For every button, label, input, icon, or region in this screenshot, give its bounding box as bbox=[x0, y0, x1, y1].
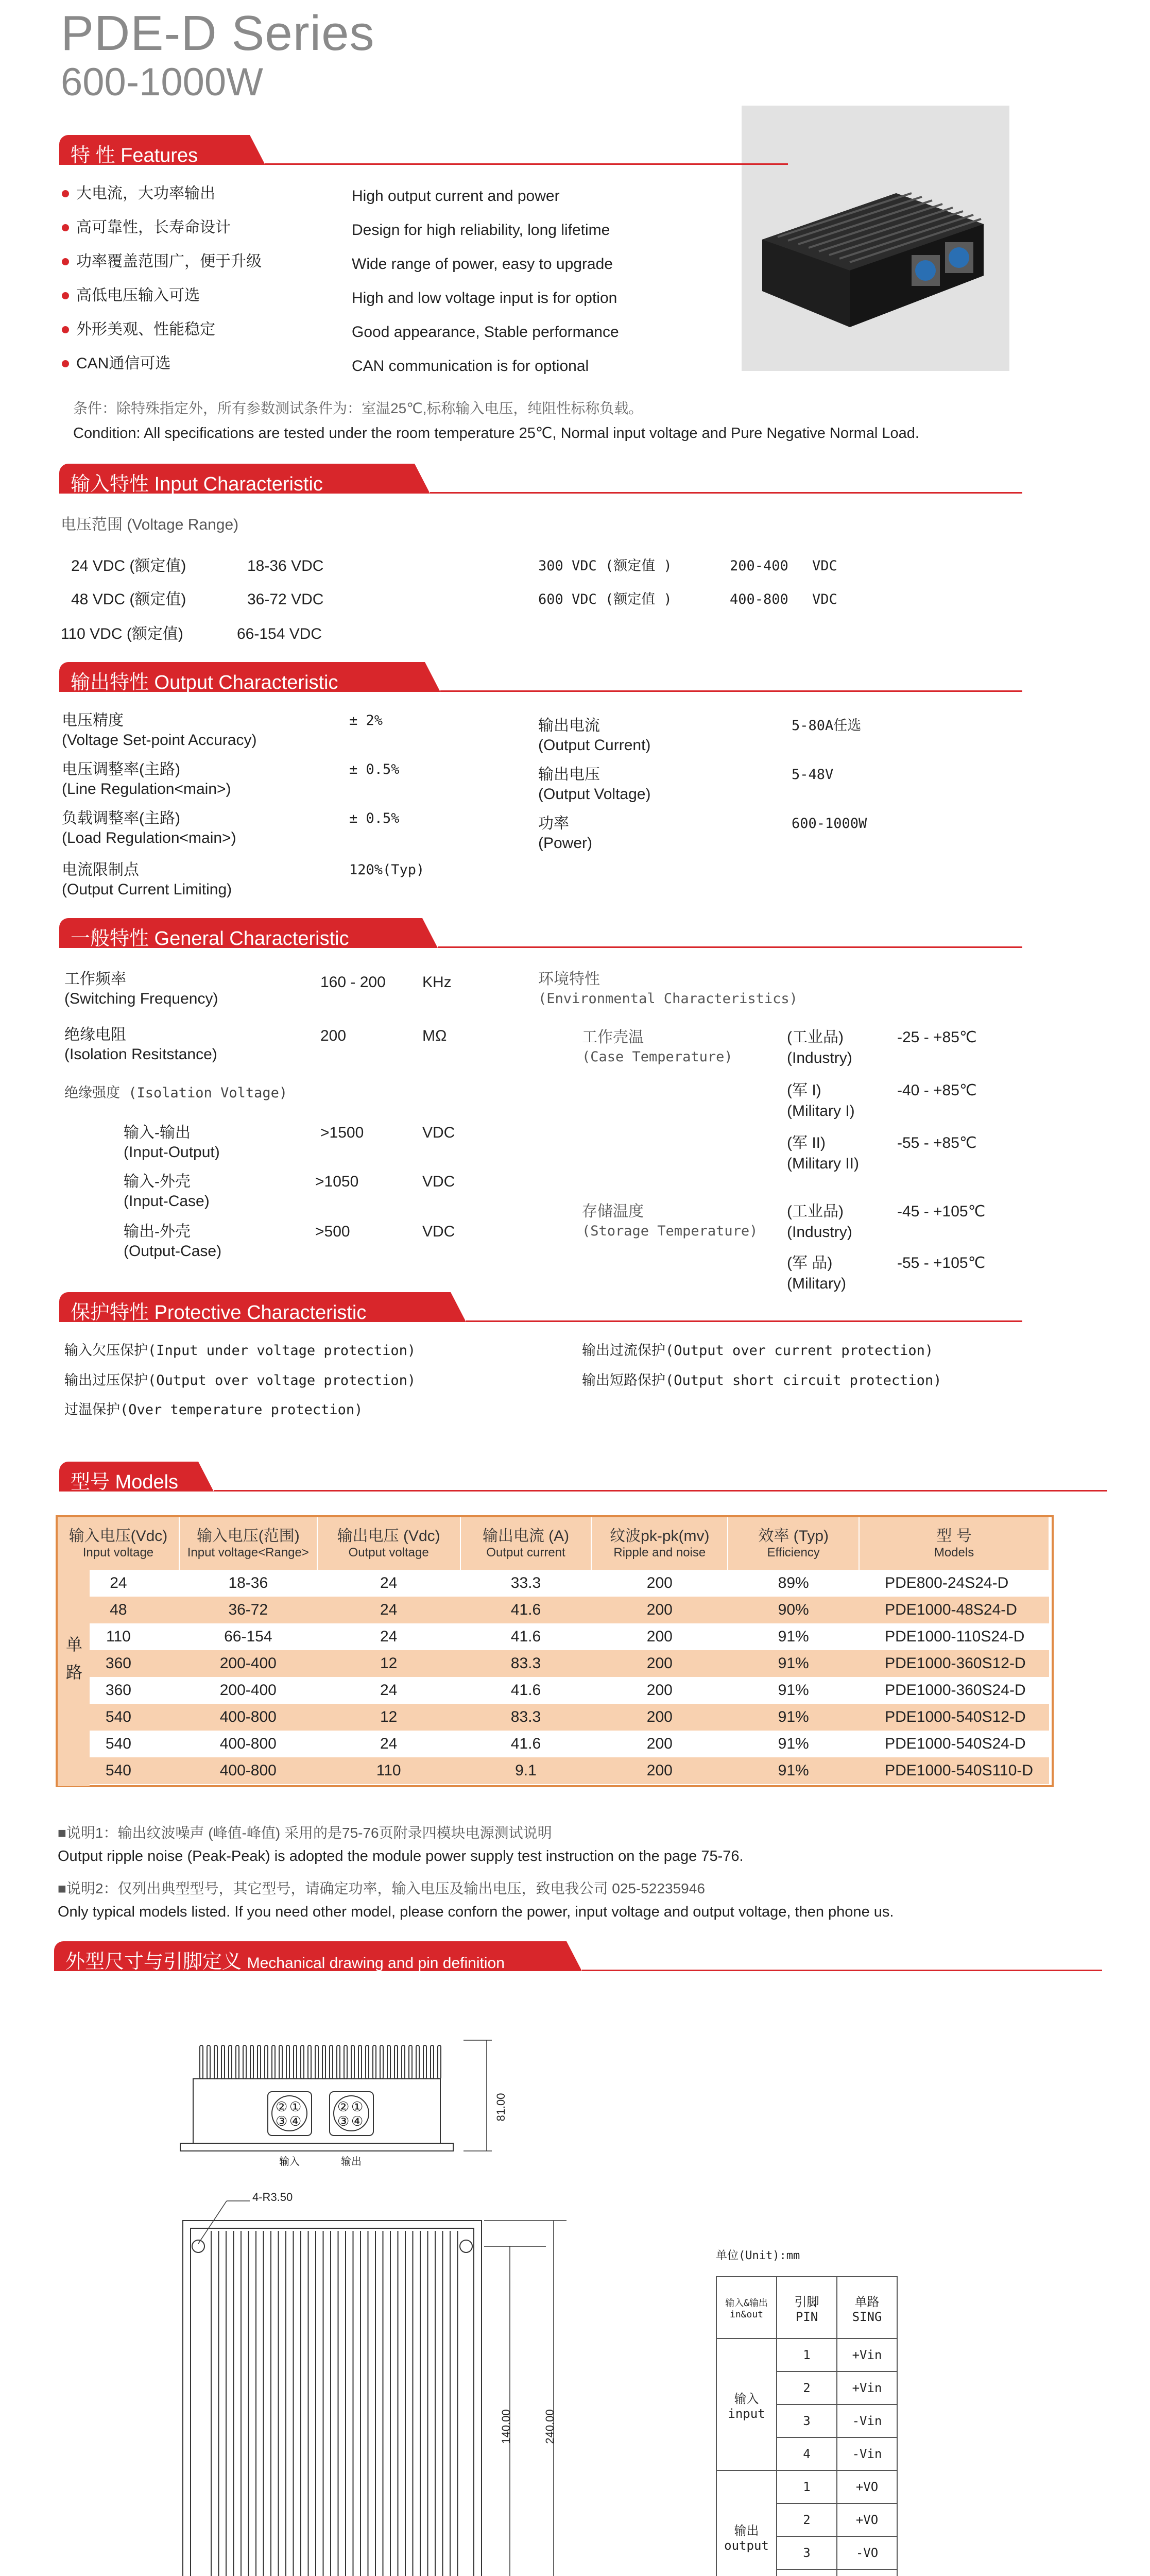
protection-item: 输出短路保护(Output short circuit protection) bbox=[582, 1372, 942, 1388]
spec-cn: 绝缘电阻 bbox=[64, 1026, 126, 1043]
pin-function: +VO bbox=[837, 2503, 897, 2536]
spec-cn: 工作频率 bbox=[64, 971, 126, 988]
spec-en: (Output Voltage) bbox=[538, 786, 651, 803]
spec-value: ± 2% bbox=[349, 713, 383, 728]
table-cell: 83.3 bbox=[460, 1704, 592, 1731]
front-view-drawing bbox=[175, 2035, 525, 2190]
pin-group-label: 输出 output bbox=[716, 2470, 777, 2576]
spec-cn: 电流限制点 bbox=[62, 861, 139, 878]
heatsink-fin bbox=[431, 2045, 434, 2079]
table-row bbox=[58, 1704, 1049, 1731]
storage-temp-cn: 存储温度 bbox=[582, 1203, 644, 1220]
input-row-range: 400-800 bbox=[730, 591, 788, 607]
pin-number: 3 bbox=[777, 2404, 837, 2437]
table-cell: 400-800 bbox=[179, 1704, 317, 1731]
pin-glyph: ④ bbox=[351, 2114, 364, 2129]
feature-en: Good appearance, Stable performance bbox=[352, 324, 619, 341]
table-cell: 66-154 bbox=[179, 1623, 317, 1650]
heatsink-fin bbox=[337, 2045, 340, 2079]
spec-value: 5-48V bbox=[792, 767, 834, 783]
grade-en: (Military I) bbox=[787, 1103, 855, 1120]
table-cell: 91% bbox=[728, 1677, 859, 1704]
heatsink-fin bbox=[243, 2045, 246, 2079]
spec-en: (Power) bbox=[538, 835, 593, 852]
table-cell: 200 bbox=[591, 1597, 728, 1623]
spec-value: ± 0.5% bbox=[349, 761, 400, 777]
pin-glyph: ① bbox=[289, 2099, 302, 2115]
pin-number: 1 bbox=[777, 2470, 837, 2503]
feature-en: High output current and power bbox=[352, 188, 560, 205]
feature-en: Wide range of power, easy to upgrade bbox=[352, 256, 613, 273]
table-cell: PDE1000-540S12-D bbox=[859, 1704, 1049, 1731]
heatsink-fin bbox=[344, 2045, 347, 2079]
feature-cn: 高低电压输入可选 bbox=[76, 287, 200, 304]
group-label-text: 单路 bbox=[66, 1635, 83, 1682]
heatsink-fin bbox=[272, 2045, 275, 2079]
heatsink-fin bbox=[358, 2045, 362, 2079]
column-header: 输出电流 (A) Output current bbox=[460, 1517, 592, 1570]
spec-value: >1500 bbox=[320, 1124, 364, 1141]
heatsink-fin bbox=[229, 2045, 232, 2079]
table-row bbox=[58, 1650, 1049, 1677]
table-cell: 24 bbox=[317, 1570, 460, 1597]
condition-cn: 条件：除特殊指定外，所有参数测试条件为：室温25℃,标称输入电压，纯阻性标称负载。 bbox=[73, 400, 643, 416]
grade-cn: (军 I) bbox=[787, 1082, 821, 1099]
table-row bbox=[58, 1757, 1049, 1784]
feature-cn: CAN通信可选 bbox=[76, 355, 171, 372]
table-cell: PDE800-24S24-D bbox=[859, 1570, 1049, 1597]
spec-en: (Input-Case) bbox=[124, 1193, 210, 1210]
table-cell: 83.3 bbox=[460, 1650, 592, 1677]
grade-cn: (军 品) bbox=[787, 1255, 833, 1272]
spec-value: 120%(Typ) bbox=[349, 862, 425, 878]
spec-cn: 功率 bbox=[538, 815, 569, 832]
table-cell: 9.1 bbox=[460, 1757, 592, 1784]
table-cell: PDE1000-360S24-D bbox=[859, 1677, 1049, 1704]
heatsink-fin bbox=[402, 2045, 405, 2079]
spec-value: 160 - 200 bbox=[320, 974, 386, 991]
protection-item: 输出过压保护(Output over voltage protection) bbox=[64, 1372, 416, 1388]
heatsink-fin bbox=[322, 2045, 325, 2079]
feature-cn: 外形美观、性能稳定 bbox=[76, 321, 215, 338]
table-cell: 200 bbox=[591, 1704, 728, 1731]
env-cn: 环境特性 bbox=[538, 971, 600, 988]
table-cell: 91% bbox=[728, 1704, 859, 1731]
pin-glyph: ① bbox=[351, 2099, 364, 2115]
spec-en: (Switching Frequency) bbox=[64, 990, 218, 1007]
protection-item: 输出过流保护(Output over current protection) bbox=[582, 1343, 934, 1359]
table-cell: 360 bbox=[58, 1677, 179, 1704]
input-row-range: 36-72 VDC bbox=[247, 591, 324, 608]
input-row-unit: VDC bbox=[812, 591, 837, 607]
pin-function: +Vin bbox=[837, 2338, 897, 2371]
column-header: 效率 (Typ) Efficiency bbox=[728, 1517, 859, 1570]
table-cell: 41.6 bbox=[460, 1731, 592, 1757]
note2-cn: ■说明2：仅列出典型型号，其它型号，请确定功率，输入电压及输出电压，致电我公司 025-52235946 bbox=[58, 1880, 705, 1896]
spec-unit: KHz bbox=[422, 974, 452, 991]
spec-value: 5-80A任选 bbox=[792, 718, 862, 734]
table-cell: 400-800 bbox=[179, 1757, 317, 1784]
table-cell: 540 bbox=[58, 1731, 179, 1757]
heatsink-fin bbox=[279, 2045, 282, 2079]
grade-en: (Military) bbox=[787, 1275, 846, 1292]
input-row-name: 300 VDC (额定值 ) bbox=[538, 558, 672, 574]
input-title: 输入特性 Input Characteristic bbox=[71, 473, 323, 495]
table-cell: 24 bbox=[317, 1677, 460, 1704]
input-row-name: 600 VDC (额定值 ) bbox=[538, 591, 672, 607]
pin-header-cell: 输入&输出 in&out bbox=[716, 2277, 777, 2338]
table-cell: 91% bbox=[728, 1757, 859, 1784]
spec-cn: 输出电流 bbox=[538, 717, 600, 734]
table-cell: 200 bbox=[591, 1570, 728, 1597]
heatsink-fin bbox=[373, 2045, 376, 2079]
mechanical-title-cn: 外型尺寸与引脚定义 bbox=[65, 1951, 242, 1973]
pin-header-cell: 引脚 PIN bbox=[777, 2277, 837, 2338]
column-header: 纹波pk-pk(mv) Ripple and noise bbox=[591, 1517, 728, 1570]
note2-en: Only typical models listed. If you need other model, please conforn the power, input voltage and output voltage, then phone us. bbox=[58, 1904, 894, 1920]
table-cell: 36-72 bbox=[179, 1597, 317, 1623]
pin-number bbox=[777, 2569, 837, 2576]
table-cell: 41.6 bbox=[460, 1677, 592, 1704]
table-cell: 41.6 bbox=[460, 1597, 592, 1623]
spec-cn: 输出-外壳 bbox=[124, 1223, 191, 1240]
table-cell: 24 bbox=[317, 1731, 460, 1757]
heatsink-fin bbox=[366, 2045, 369, 2079]
protective-title: 保护特性 Protective Characteristic bbox=[71, 1302, 367, 1324]
heatsink-fin bbox=[207, 2045, 210, 2079]
spec-en: (Output Current) bbox=[538, 737, 651, 754]
grade-en: (Industry) bbox=[787, 1049, 852, 1066]
table-cell: PDE1000-360S12-D bbox=[859, 1650, 1049, 1677]
table-cell: 24 bbox=[317, 1623, 460, 1650]
table-cell: 91% bbox=[728, 1731, 859, 1757]
dim-height: 81.00 bbox=[494, 2093, 507, 2122]
table-cell: 200 bbox=[591, 1757, 728, 1784]
pin-number: 1 bbox=[777, 2338, 837, 2371]
spec-cn: 负载调整率(主路) bbox=[62, 810, 180, 827]
table-cell: 24 bbox=[317, 1597, 460, 1623]
spec-unit: VDC bbox=[422, 1223, 455, 1240]
product-photo bbox=[742, 106, 1009, 371]
input-row-range: 200-400 bbox=[730, 558, 788, 574]
table-cell: 200 bbox=[591, 1731, 728, 1757]
pin-header-row bbox=[716, 2277, 897, 2338]
heatsink-fin bbox=[301, 2045, 304, 2079]
table-cell: 110 bbox=[317, 1757, 460, 1784]
general-title: 一般特性 General Characteristic bbox=[71, 928, 349, 950]
table-cell: 91% bbox=[728, 1623, 859, 1650]
label-output: 输出 bbox=[341, 2156, 362, 2167]
spec-unit: VDC bbox=[422, 1173, 455, 1190]
column-header: 输入电压(Vdc) Input voltage bbox=[58, 1517, 179, 1570]
pin-number: 2 bbox=[777, 2371, 837, 2404]
heatsink-fin bbox=[351, 2045, 354, 2079]
heatsink-fin bbox=[265, 2045, 268, 2079]
storage-temp-en: (Storage Temperature) bbox=[582, 1223, 758, 1239]
table-header-row bbox=[58, 1517, 1049, 1570]
mechanical-title-en: Mechanical drawing and pin definition bbox=[247, 1955, 505, 1972]
models-title: 型号 Models bbox=[71, 1471, 179, 1493]
top-view-drawing bbox=[175, 2190, 577, 2576]
voltage-range-label: 电压范围 (Voltage Range) bbox=[61, 516, 239, 533]
condition-en: Condition: All specifications are tested under the room temperature 25℃, Normal input voltage and Pure Negative Normal Load. bbox=[73, 425, 919, 442]
table-cell: 24 bbox=[58, 1570, 179, 1597]
heatsink-fin bbox=[286, 2045, 289, 2079]
grade-cn: (军 II) bbox=[787, 1134, 826, 1151]
spec-en: (Input-Output) bbox=[124, 1144, 220, 1161]
power-range-title: 600-1000W bbox=[61, 60, 263, 104]
heatsink-fin bbox=[416, 2045, 419, 2079]
spec-en: (Load Regulation<main>) bbox=[62, 829, 236, 846]
spec-cn: 电压精度 bbox=[62, 712, 124, 729]
pin-number: 2 bbox=[777, 2503, 837, 2536]
table-row bbox=[58, 1570, 1049, 1597]
feature-cn: 功率覆盖范围广，便于升级 bbox=[76, 253, 262, 270]
table-cell: 200 bbox=[591, 1623, 728, 1650]
table-cell: 200 bbox=[591, 1677, 728, 1704]
temp-range: -45 - +105℃ bbox=[897, 1203, 986, 1220]
table-cell: 48 bbox=[58, 1597, 179, 1623]
pin-function: +VO bbox=[837, 2470, 897, 2503]
table-row bbox=[58, 1623, 1049, 1650]
heatsink-fin bbox=[330, 2045, 333, 2079]
models-table bbox=[58, 1517, 1050, 1784]
spec-value: >1050 bbox=[315, 1173, 359, 1190]
pin-row bbox=[716, 2338, 897, 2371]
table-cell: PDE1000-110S24-D bbox=[859, 1623, 1049, 1650]
temp-range: -55 - +105℃ bbox=[897, 1255, 986, 1272]
feature-cn: 大电流，大功率输出 bbox=[76, 185, 215, 202]
input-row-range: 66-154 VDC bbox=[237, 625, 322, 642]
output-title: 输出特性 Output Characteristic bbox=[71, 672, 338, 693]
heatsink-fin bbox=[409, 2045, 412, 2079]
spec-cn: 输出电压 bbox=[538, 766, 600, 783]
table-cell: 400-800 bbox=[179, 1731, 317, 1757]
input-row-name: 24 VDC (额定值) bbox=[71, 557, 186, 574]
dim-240: 240.00 bbox=[543, 2409, 556, 2444]
note1-cn: ■说明1：输出纹波噪声 (峰值-峰值) 采用的是75-76页附录四模块电源测试说明 bbox=[58, 1825, 552, 1841]
column-header: 输出电压 (Vdc) Output voltage bbox=[317, 1517, 460, 1570]
pin-function bbox=[837, 2569, 897, 2576]
label-input: 输入 bbox=[279, 2156, 300, 2167]
pin-glyph: ④ bbox=[289, 2114, 302, 2129]
heatsink-fin bbox=[236, 2045, 239, 2079]
temp-range: -55 - +85℃ bbox=[897, 1134, 977, 1151]
dim-hole: 4-R3.50 bbox=[252, 2191, 293, 2204]
table-cell: 540 bbox=[58, 1757, 179, 1784]
input-row-range: 18-36 VDC bbox=[247, 557, 324, 574]
spec-en: (Isolation Resitstance) bbox=[64, 1046, 217, 1063]
temp-range: -40 - +85℃ bbox=[897, 1082, 977, 1099]
spec-value: 200 bbox=[320, 1027, 347, 1044]
spec-unit: MΩ bbox=[422, 1027, 447, 1044]
pin-number: 3 bbox=[777, 2536, 837, 2569]
table-row bbox=[58, 1677, 1049, 1704]
table-cell: 12 bbox=[317, 1704, 460, 1731]
pin-row bbox=[716, 2470, 897, 2503]
table-cell: 200-400 bbox=[179, 1650, 317, 1677]
pin-header-cell: 单路 SING bbox=[837, 2277, 897, 2338]
heatsink-fin bbox=[315, 2045, 318, 2079]
input-row-unit: VDC bbox=[812, 558, 837, 574]
table-cell: 33.3 bbox=[460, 1570, 592, 1597]
table-cell: PDE1000-48S24-D bbox=[859, 1597, 1049, 1623]
table-cell: 41.6 bbox=[460, 1623, 592, 1650]
table-cell: 200-400 bbox=[179, 1677, 317, 1704]
spec-cn: 输入-输出 bbox=[124, 1124, 191, 1141]
unit-label: 单位(Unit):mm bbox=[716, 2249, 800, 2262]
input-row-name: 110 VDC (额定值) bbox=[61, 625, 183, 642]
grade-cn: (工业品) bbox=[787, 1029, 844, 1046]
column-header: 输入电压(范围) Input voltage<Range> bbox=[179, 1517, 317, 1570]
heatsink-fin bbox=[250, 2045, 253, 2079]
spec-en: (Output-Case) bbox=[124, 1243, 222, 1260]
power-module-image bbox=[742, 106, 1009, 371]
spec-en: (Output Current Limiting) bbox=[62, 881, 232, 898]
heatsink-fin bbox=[423, 2045, 426, 2079]
pin-function: -Vin bbox=[837, 2404, 897, 2437]
table-cell: 89% bbox=[728, 1570, 859, 1597]
heatsink-fin bbox=[258, 2045, 261, 2079]
table-cell: 91% bbox=[728, 1650, 859, 1677]
table-cell: 18-36 bbox=[179, 1570, 317, 1597]
spec-cn: 输入-外壳 bbox=[124, 1173, 191, 1190]
pin-glyph: ② bbox=[337, 2099, 350, 2115]
isolation-voltage-label: 绝缘强度 (Isolation Voltage) bbox=[64, 1085, 288, 1101]
spec-en: (Voltage Set-point Accuracy) bbox=[62, 732, 257, 749]
heatsink-fin bbox=[294, 2045, 297, 2079]
pin-table bbox=[716, 2276, 898, 2576]
grade-en: (Military II) bbox=[787, 1155, 859, 1172]
heatsink-fin bbox=[200, 2045, 203, 2079]
dim-140: 140.00 bbox=[500, 2409, 512, 2444]
heatsink-fin bbox=[214, 2045, 217, 2079]
series-title: PDE-D Series bbox=[61, 6, 375, 61]
pin-number: 4 bbox=[777, 2437, 837, 2470]
table-cell: 360 bbox=[58, 1650, 179, 1677]
heatsink-fin bbox=[221, 2045, 225, 2079]
pin-group-label: 输入 input bbox=[716, 2338, 777, 2470]
column-header: 型 号 Models bbox=[859, 1517, 1049, 1570]
case-temp-en: (Case Temperature) bbox=[582, 1049, 733, 1065]
spec-cn: 电压调整率(主路) bbox=[62, 761, 180, 778]
feature-cn: 高可靠性，长寿命设计 bbox=[76, 219, 231, 236]
spec-en: (Line Regulation<main>) bbox=[62, 781, 231, 798]
table-cell: 12 bbox=[317, 1650, 460, 1677]
table-cell: 540 bbox=[58, 1704, 179, 1731]
pin-function: +Vin bbox=[837, 2371, 897, 2404]
pin-function: -Vin bbox=[837, 2437, 897, 2470]
table-cell: 90% bbox=[728, 1597, 859, 1623]
spec-value: >500 bbox=[315, 1223, 350, 1240]
table-cell: 110 bbox=[58, 1623, 179, 1650]
heatsink-fin bbox=[438, 2045, 441, 2079]
heatsink-fin bbox=[308, 2045, 311, 2079]
grade-en: (Industry) bbox=[787, 1224, 852, 1241]
env-en: (Environmental Characteristics) bbox=[538, 991, 798, 1007]
heatsink-fin bbox=[394, 2045, 398, 2079]
table-cell: PDE1000-540S24-D bbox=[859, 1731, 1049, 1757]
feature-en: High and low voltage input is for option bbox=[352, 290, 617, 307]
spec-value: 600-1000W bbox=[792, 816, 867, 832]
protection-item: 过温保护(Over temperature protection) bbox=[64, 1402, 363, 1418]
table-cell: 200 bbox=[591, 1650, 728, 1677]
temp-range: -25 - +85℃ bbox=[897, 1029, 977, 1046]
pin-glyph: ② bbox=[276, 2099, 288, 2115]
heatsink-fin bbox=[380, 2045, 383, 2079]
feature-en: CAN communication is for optional bbox=[352, 358, 589, 375]
heatsink-fin bbox=[387, 2045, 390, 2079]
case-temp-cn: 工作壳温 bbox=[582, 1029, 644, 1046]
spec-unit: VDC bbox=[422, 1124, 455, 1141]
pin-glyph: ③ bbox=[276, 2114, 288, 2129]
pin-glyph: ③ bbox=[337, 2114, 350, 2129]
note1-en: Output ripple noise (Peak-Peak) is adopted the module power supply test instruction on the page 75-76. bbox=[58, 1848, 744, 1865]
table-row bbox=[58, 1731, 1049, 1757]
feature-en: Design for high reliability, long lifetime bbox=[352, 222, 610, 239]
pin-function: -VO bbox=[837, 2536, 897, 2569]
table-row bbox=[58, 1597, 1049, 1623]
input-row-name: 48 VDC (额定值) bbox=[71, 591, 186, 608]
protection-item: 输入欠压保护(Input under voltage protection) bbox=[64, 1343, 416, 1359]
grade-cn: (工业品) bbox=[787, 1203, 844, 1220]
spec-value: ± 0.5% bbox=[349, 810, 400, 826]
features-title: 特 性 Features bbox=[71, 145, 198, 166]
table-cell: PDE1000-540S110-D bbox=[859, 1757, 1049, 1784]
